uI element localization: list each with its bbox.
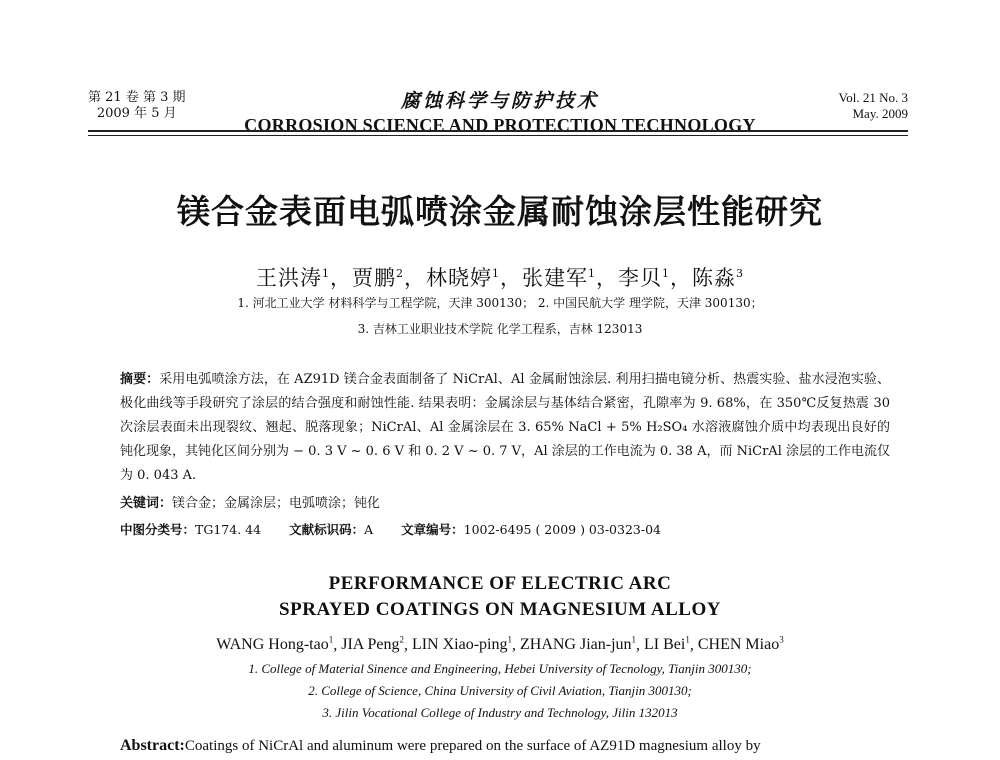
author-en: WANG Hong-tao$^1$ [216, 635, 334, 654]
affiliation-en-line3: 3. Jilin Vocational College of Industry and Technology, Jilin 132013 [322, 705, 678, 720]
journal-name-en: CORROSION SCIENCE AND PROTECTION TECHNOLOGY [244, 115, 756, 135]
author-en: JIA Peng$^2$ [341, 635, 404, 654]
issue-info-en [839, 90, 908, 122]
author-list-cn: 王洪涛$^1$，贾鹏$^2$，林晓婷$^1$，张建军$^1$，李贝$^1$，陈淼$^3$ [256, 266, 744, 290]
header-rule-thick [88, 130, 908, 132]
keywords-cn [120, 494, 380, 514]
affiliation-en-line2: 2. College of Science, China University of Civil Aviation, Tianjin 300130; [308, 683, 692, 698]
abstract-cn-label: 摘要： [120, 372, 160, 387]
date-cn: 2009 年 5 月 [96, 106, 177, 121]
journal-name-cn: 腐蚀科学与防护技术 [400, 90, 599, 112]
author-en: CHEN Miao$^3$ [697, 635, 784, 654]
author-cn: 陈淼$^3$ [692, 266, 744, 290]
author-cn: 王洪涛$^1$ [256, 266, 330, 290]
author-cn: 林晓婷$^1$ [426, 266, 500, 290]
author-en: LIN Xiao-ping$^1$ [411, 635, 512, 654]
abstract-en [120, 736, 910, 756]
author-list-en: WANG Hong-tao$^1$, JIA Peng$^2$, LIN Xiao-ping$^1$, ZHANG Jian-jun$^1$, LI Bei$^1$, CHEN Miao$^3$ [216, 635, 784, 654]
abstract-cn [120, 368, 890, 488]
article-number-value: 1002-6495 ( 2009 ) 03-0323-04 [463, 522, 662, 537]
author-cn: 贾鹏$^2$ [352, 266, 404, 290]
date-en: May. 2009 [852, 106, 908, 121]
abstract-en-label: Abstract: [120, 737, 185, 754]
doc-code-label: 文献标识码： [289, 522, 365, 537]
clc-value: TG174. 44 [195, 522, 262, 537]
volume-en: Vol. 21 No. 3 [838, 90, 908, 105]
abstract-cn-text: 采用电弧喷涂方法，在 AZ91D 镁合金表面制备了 NiCrAl、Al 金属耐蚀涂层. 利用扫描电镜分析、热震实验、盐水浸泡实验、极化曲线等手段研究了涂层的结合强度和耐蚀性能. 结果表明：金属涂层与基体结合紧密，孔隙率为 9. 68%，在 350℃反复热震 30 次涂层表面未出现裂纹、翘起、脱落现象；NiCrAl、Al 金属涂层在 3. 65% NaCl + 5% H₂SO₄ 水溶液腐蚀介质中均表现出良好的钝化现象，其钝化区间分别为 − 0. 3 V ~ 0. 6 V 和 0. 2 V ~ 0. 7 V，Al 涂层的工作电流为 0. 38 A，而 NiCrAl 涂层的工作电流仅为 0. 043 A. [120, 372, 890, 483]
author-en: LI Bei$^1$ [644, 635, 690, 654]
header-rule-thin [88, 135, 908, 136]
paper-title-en-line2: SPRAYED COATINGS ON MAGNESIUM ALLOY [279, 599, 721, 620]
abstract-en-text: Coatings of NiCrAl and aluminum were prepared on the surface of AZ91D magnesium alloy by [184, 738, 761, 754]
classification-line [120, 520, 900, 540]
author-cn: 李贝$^1$ [618, 266, 670, 290]
author-en: ZHANG Jian-jun$^1$ [519, 635, 637, 654]
affiliation-en-line1: 1. College of Material Sinence and Engineering, Hebei University of Tecnology, Tianjin 300130; [248, 661, 752, 676]
clc-label: 中图分类号： [120, 522, 196, 537]
keywords-cn-label: 关键词： [120, 496, 173, 511]
paper-title-cn: 镁合金表面电弧喷涂金属耐蚀涂层性能研究 [177, 192, 823, 231]
affiliation-cn-line1: 1. 河北工业大学 材料科学与工程学院，天津 300130； 2. 中国民航大学 理学院，天津 300130； [237, 296, 763, 310]
paper-title-en [0, 571, 1000, 623]
author-cn: 张建军$^1$ [522, 266, 596, 290]
article-number-label: 文章编号： [401, 522, 464, 537]
doc-code-value: A [364, 522, 374, 537]
paper-title-en-line1: PERFORMANCE OF ELECTRIC ARC [328, 573, 672, 594]
affiliation-cn-line2: 3. 吉林工业职业技术学院 化学工程系，吉林 123013 [357, 322, 643, 336]
volume-cn: 第 21 卷 第 3 期 [88, 90, 186, 105]
keywords-cn-text: 镁合金；金属涂层；电弧喷涂；钝化 [172, 496, 381, 511]
